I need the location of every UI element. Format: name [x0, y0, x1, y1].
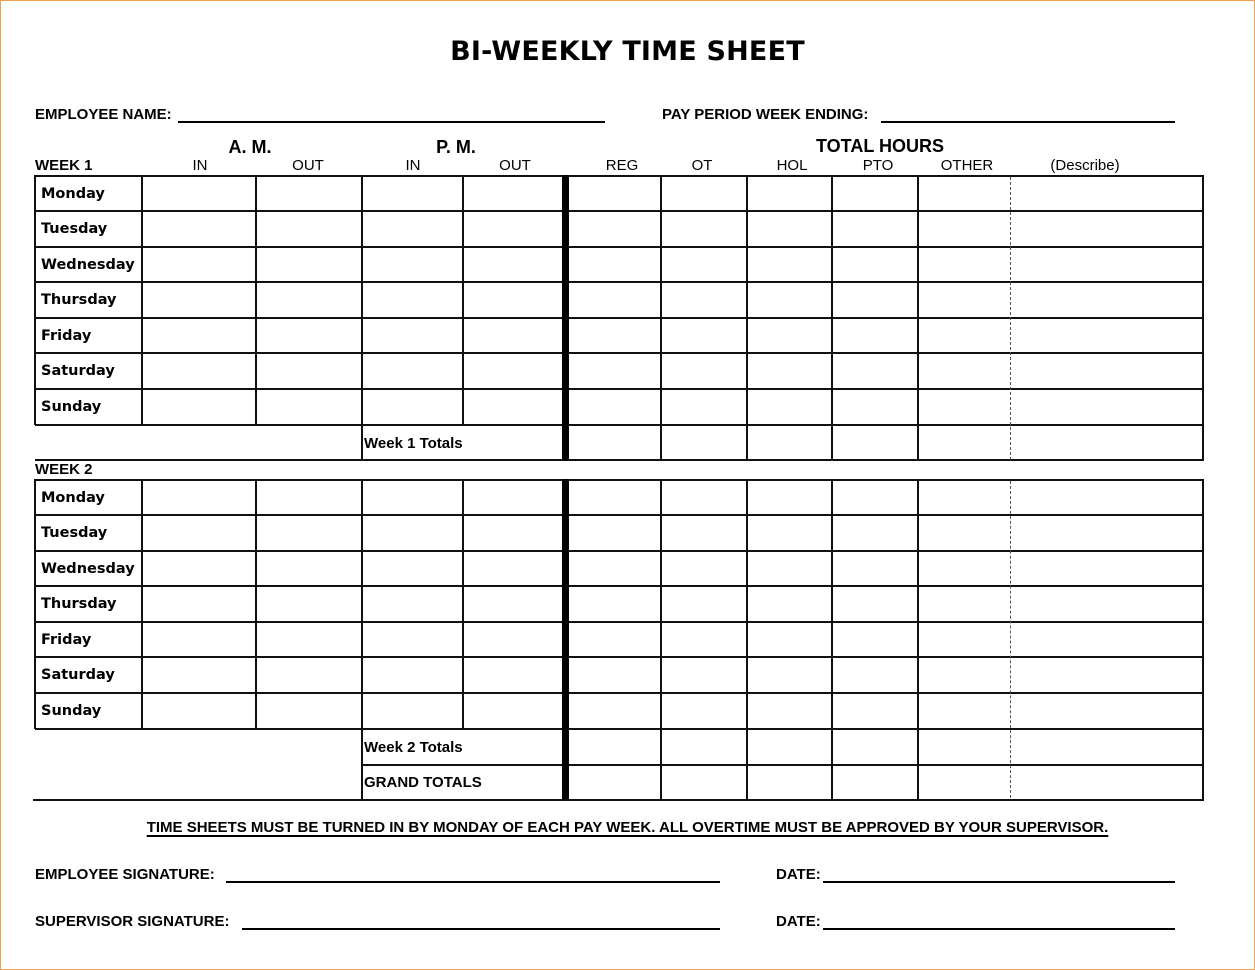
supervisor-date-label: DATE:	[776, 913, 821, 930]
week2-pto-column[interactable]	[833, 481, 917, 799]
col-pm-in: IN	[405, 157, 421, 174]
week2-pm-in-column[interactable]	[363, 481, 462, 728]
week2-pm-out-column[interactable]	[464, 481, 562, 728]
col-pto: PTO	[862, 157, 894, 174]
week2-label: WEEK 2	[35, 461, 93, 478]
week1-other-column[interactable]	[919, 177, 1009, 460]
col-ot: OT	[691, 157, 713, 174]
week2-day-saturday: Saturday	[41, 667, 115, 683]
policy-notice: TIME SHEETS MUST BE TURNED IN BY MONDAY OF EACH PAY WEEK. ALL OVERTIME MUST BE APPROVED BY YOUR SUPERVISOR.	[146, 819, 1109, 836]
am-header: A. M.	[228, 137, 272, 157]
week2-day-thursday: Thursday	[41, 596, 117, 612]
col-am-in: IN	[192, 157, 208, 174]
week2-totals-label: Week 2 Totals	[364, 739, 463, 756]
week1-ot-column[interactable]	[662, 177, 746, 460]
week1-day-thursday: Thursday	[41, 292, 117, 308]
week1-hol-column[interactable]	[748, 177, 831, 460]
employee-name-label: EMPLOYEE NAME:	[35, 106, 172, 123]
week2-am-out-column[interactable]	[257, 481, 361, 728]
week2-reg-column[interactable]	[569, 481, 660, 799]
week2-am-in-column[interactable]	[143, 481, 255, 728]
employee-date-field[interactable]	[823, 881, 1175, 883]
total-hours-header: TOTAL HOURS	[815, 136, 944, 156]
week1-totals-label: Week 1 Totals	[364, 435, 463, 452]
week1-day-tuesday: Tuesday	[41, 221, 108, 237]
col-am-out: OUT	[292, 157, 324, 174]
col-other: OTHER	[940, 157, 994, 174]
week2-day-sunday: Sunday	[41, 703, 102, 719]
week2-day-tuesday: Tuesday	[41, 525, 108, 541]
supervisor-signature-field[interactable]	[242, 928, 720, 930]
col-reg: REG	[605, 157, 639, 174]
week2-day-friday: Friday	[41, 632, 92, 648]
week1-day-saturday: Saturday	[41, 363, 115, 379]
week1-day-wednesday: Wednesday	[41, 257, 135, 273]
week2-day-wednesday: Wednesday	[41, 561, 135, 577]
col-hol: HOL	[776, 157, 808, 174]
employee-signature-field[interactable]	[226, 881, 720, 883]
week1-day-monday: Monday	[41, 186, 105, 202]
week1-pto-column[interactable]	[833, 177, 917, 460]
grand-totals-label: GRAND TOTALS	[364, 774, 482, 791]
week1-day-friday: Friday	[41, 328, 92, 344]
employee-name-field[interactable]	[178, 121, 605, 123]
pm-header: P. M.	[436, 137, 476, 157]
week1-day-sunday: Sunday	[41, 399, 102, 415]
week2-day-monday: Monday	[41, 490, 105, 506]
pay-period-label: PAY PERIOD WEEK ENDING:	[662, 106, 869, 123]
week1-describe-column[interactable]	[1012, 177, 1202, 460]
employee-date-label: DATE:	[776, 866, 821, 883]
week1-pm-in-column[interactable]	[363, 177, 462, 424]
col-describe: (Describe)	[1050, 157, 1120, 174]
week1-am-out-column[interactable]	[257, 177, 361, 424]
pay-period-field[interactable]	[881, 121, 1175, 123]
week2-other-column[interactable]	[919, 481, 1009, 799]
col-pm-out: OUT	[499, 157, 531, 174]
supervisor-signature-label: SUPERVISOR SIGNATURE:	[35, 913, 230, 930]
week1-label: WEEK 1	[35, 157, 93, 174]
week2-hol-column[interactable]	[748, 481, 831, 799]
week1-pm-out-column[interactable]	[464, 177, 562, 424]
week2-describe-column[interactable]	[1012, 481, 1202, 799]
week2-ot-column[interactable]	[662, 481, 746, 799]
page-title: BI-WEEKLY TIME SHEET	[450, 36, 805, 67]
supervisor-date-field[interactable]	[823, 928, 1175, 930]
employee-signature-label: EMPLOYEE SIGNATURE:	[35, 866, 215, 883]
week1-am-in-column[interactable]	[143, 177, 255, 424]
week1-reg-column[interactable]	[569, 177, 660, 460]
